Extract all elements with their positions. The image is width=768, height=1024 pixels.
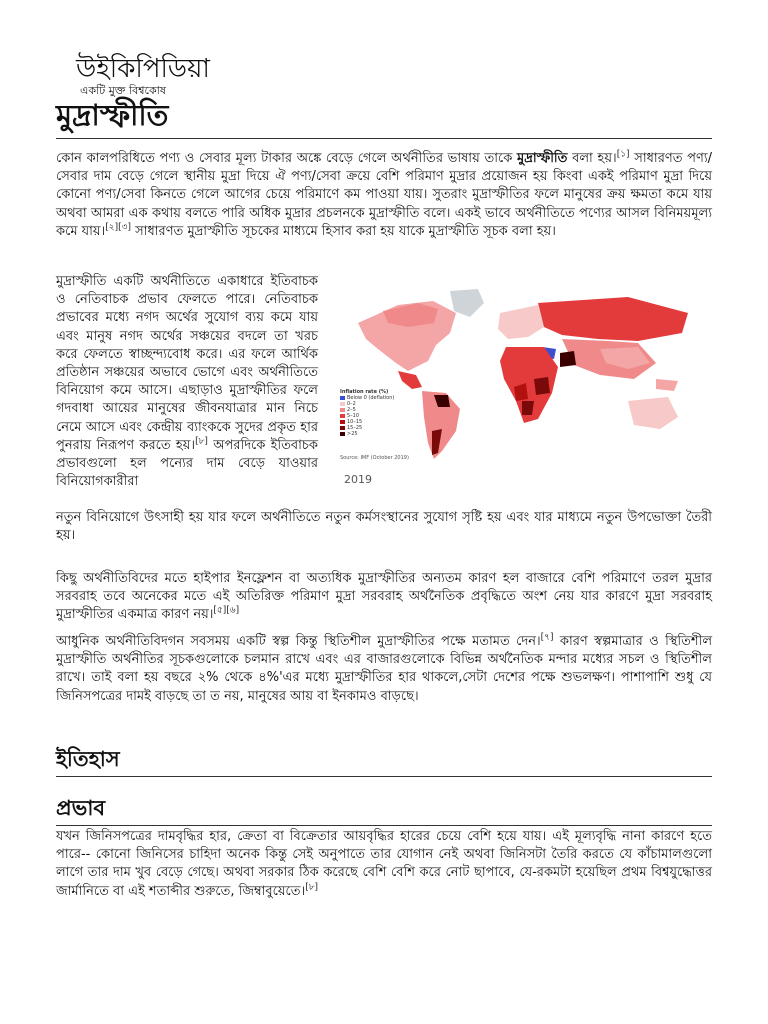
- figure-caption: 2019: [344, 473, 372, 486]
- paragraph-text: কিছু অর্থনীতিবিদের মতে হাইপার ইনফ্লেশন বা অত্যধিক মুদ্রাস্ফীতির অন্যতম কারণ হল বাজারে বেশি পরিমাণে তরল মুদ্রার সরবরাহ তবে অনেকের মতে এই অতিরিক্ত পরিমাণ মুদ্রা সরবরাহ অর্থনৈতিক প্রবৃদ্ধিতে অংশ নেয় যার কারণে মুদ্রা সরবরাহ মুদ্রাস্ফীতির একমাত্র কারণ নয়।: [56, 571, 712, 623]
- intro-text-a: কোন কালপরিধিতে পণ্য ও সেবার মূল্য টাকার অঙ্কে বেড়ে গেলে অর্থনীতির ভাষায় তাকে: [56, 151, 518, 166]
- map-source: Source: IMF (October 2019): [340, 455, 409, 461]
- legend-label: 0–2: [347, 401, 356, 407]
- paragraph-text: মুদ্রাস্ফীতি একটি অর্থনীতিতে একাধারে ইতিবাচক ও নেতিবাচক প্রভাব ফেলতে পারে। নেতিবাচক প্রভাবের মধ্যে নগদ অর্থের সুযোগ ব্যয় কমে যায় এবং মানুষ নগদ অর্থের সঞ্চয়ের বদলে তা খরচ করে ফেলতে স্বাচ্ছন্দ্যবোধ করে। এর ফলে আর্থিক প্রতিষ্ঠান সঞ্চয়ের অভাবে ভোগে এবং অর্থনীতিতে বিনিয়োগ কমে আসে। এছাড়াও মুদ্রাস্ফীতির ফলে গদবাধা আয়ের মানুষের জীবনযাত্রার মান নিচে নেমে আসে এবং কেন্দ্রীয় ব্যাংককে সুদের প্রকৃত হার পুনরায় নিরূপণ করতে হয়।: [56, 274, 318, 453]
- intro-text-c: সাধারণত পণ্য/সেবার দাম বেড়ে গেলে স্থানীয় মুদ্রা দিয়ে ঐ পণ্য/সেবা ক্রয়ে বেশি পরিমাণ মুদ্রার প্রয়োজন হয় কিংবা একই পরিমাণ মুদ্রা দিয়ে কোনো পণ্য/সেবা কিনতে গেলে আগের চেয়ে পরিমাণে কম পাওয়া যায়। সুতরাং মুদ্রাস্ফীতির ফলে মানুষের ক্রয় ক্ষমতা কমে যায় অথবা আমরা এক কথায় বলতে পারি অধিক মুদ্রার প্রচলনকে মুদ্রাস্ফীতি বলে। একই ভাবে অর্থনীতিতে পণ্যের আসল বিনিময়মূল্য কমে যায়।: [56, 151, 713, 239]
- citation-link[interactable]: [২][৩]: [105, 222, 131, 233]
- citation-link[interactable]: [৮]: [195, 436, 208, 447]
- page-title: মুদ্রাস্ফীতি: [56, 98, 169, 132]
- section-heading-history: [56, 744, 712, 777]
- hyperinflation-paragraph: [56, 570, 712, 625]
- legend-swatch: [340, 402, 345, 406]
- map-legend-item: [340, 431, 396, 437]
- effect-paragraph: [56, 828, 712, 901]
- legend-swatch: [340, 408, 345, 412]
- legend-label: 15–25: [347, 425, 363, 431]
- modern-economists-paragraph: [56, 633, 712, 706]
- inflation-world-map-figure[interactable]: [338, 283, 718, 493]
- intro-paragraph: [56, 150, 712, 241]
- citation-link[interactable]: [৫][৬]: [213, 606, 240, 617]
- legend-swatch: [340, 426, 345, 430]
- citation-link[interactable]: [৭]: [540, 632, 554, 643]
- paragraph-text: নতুন বিনিয়োগে উৎসাহী হয় যার ফলে অর্থনীতিতে নতুন কর্মসংস্থানের সুযোগ সৃষ্টি হয় এবং যার মাধ্যমে নতুন উপভোক্তা তৈরী হয়।: [56, 510, 712, 544]
- legend-label: Below 0 (deflation): [347, 395, 395, 401]
- citation-link[interactable]: [৮]: [305, 882, 319, 893]
- map-legend-list: [340, 395, 396, 437]
- legend-swatch: [340, 432, 345, 436]
- legend-swatch: [340, 396, 345, 400]
- page-title-heading: [56, 96, 712, 139]
- paragraph-text: কারণ স্বল্পমাত্রার ও স্থিতিশীল মুদ্রাস্ফীতি অর্থনীতির সূচকগুলোকে চলমান রাখে এবং এর বাজারগুলোকে বিভিন্ন অর্থনৈতিক মন্দার মধ্যের সচল ও স্থিতিশীল রাখে। তাই বলা হয় বছরে ২% থেকে ৪%'এর মধ্যে মুদ্রাস্ফীতির হার থাকলে,সেটা দেশের পক্ষে শুভলক্ষণ। পাশাপাশি শুধু যে জিনিসপত্রের দামই বাড়ছে তা ত নয়, মানুষের আয় বা ইনকামও বাড়ছে।: [56, 634, 713, 704]
- effects-paragraph-tail: [56, 509, 712, 545]
- logo-tagline: একটি মুক্ত বিশ্বকোষ: [80, 84, 166, 97]
- wikipedia-logo[interactable]: [76, 54, 256, 98]
- section-title: প্রভাব: [56, 795, 106, 820]
- legend-label: 5–10: [347, 413, 360, 419]
- map-legend: [340, 389, 396, 437]
- legend-swatch: [340, 420, 345, 424]
- paragraph-text: আধুনিক অর্থনীতিবিদগন সবসময় একটি স্বল্প কিন্তু স্থিতিশীল মুদ্রাস্ফীতির পক্ষে মতামত দেন।: [56, 634, 541, 649]
- intro-text-b: বলা হয়।: [567, 151, 617, 166]
- legend-label: 2–5: [347, 407, 356, 413]
- paragraph-text: যখন জিনিসপত্রের দামবৃদ্ধির হার, ক্রেতা বা বিক্রেতার আয়বৃদ্ধির হারের চেয়ে বেশি হয়ে যায়। এই মূল্যবৃদ্ধি নানা কারণে হতে পারে-- কোনো জিনিসের চাহিদা অনেক কিন্তু সেই অনুপাতে তার যোগান নেই অথবা জিনিসটা তৈরি করতে যে কাঁচামালগুলো লাগে তার দাম খুব বেড়ে গেছে। অথবা সরকার ঠিক করেছে বেশি বেশি করে নোট ছাপাবে, যে-রকমটা হয়েছিল প্রথম বিশ্বযুদ্ধোত্তর জার্মানিতে বা এই শতাব্দীর শুরুতে, জিম্বাবুয়েতে।: [56, 829, 712, 899]
- logo-title: উইকিপিডিয়া: [76, 54, 210, 84]
- paragraph-text: অপরদিকে ইতিবাচক প্রভাবগুলো হল পন্যের দাম বেড়ে যাওয়ার বিনিয়োগকারীরা: [56, 437, 318, 490]
- citation-link[interactable]: [১]: [616, 149, 630, 160]
- map-legend-title: Inflation rate (%): [340, 389, 389, 395]
- intro-term: মুদ্রাস্ফীতি: [517, 151, 568, 166]
- legend-label: >25: [347, 431, 358, 437]
- effects-paragraph-wrapped: [56, 273, 318, 491]
- section-title: ইতিহাস: [56, 746, 120, 771]
- intro-text-d: সাধারণত মুদ্রাস্ফীতি সূচকের মাধ্যমে হিসাব করা হয় যাকে মুদ্রাস্ফীতি সূচক বলা হয়।: [131, 223, 556, 239]
- legend-swatch: [340, 414, 345, 418]
- section-heading-effect: [56, 793, 712, 826]
- legend-label: 10–15: [347, 419, 363, 425]
